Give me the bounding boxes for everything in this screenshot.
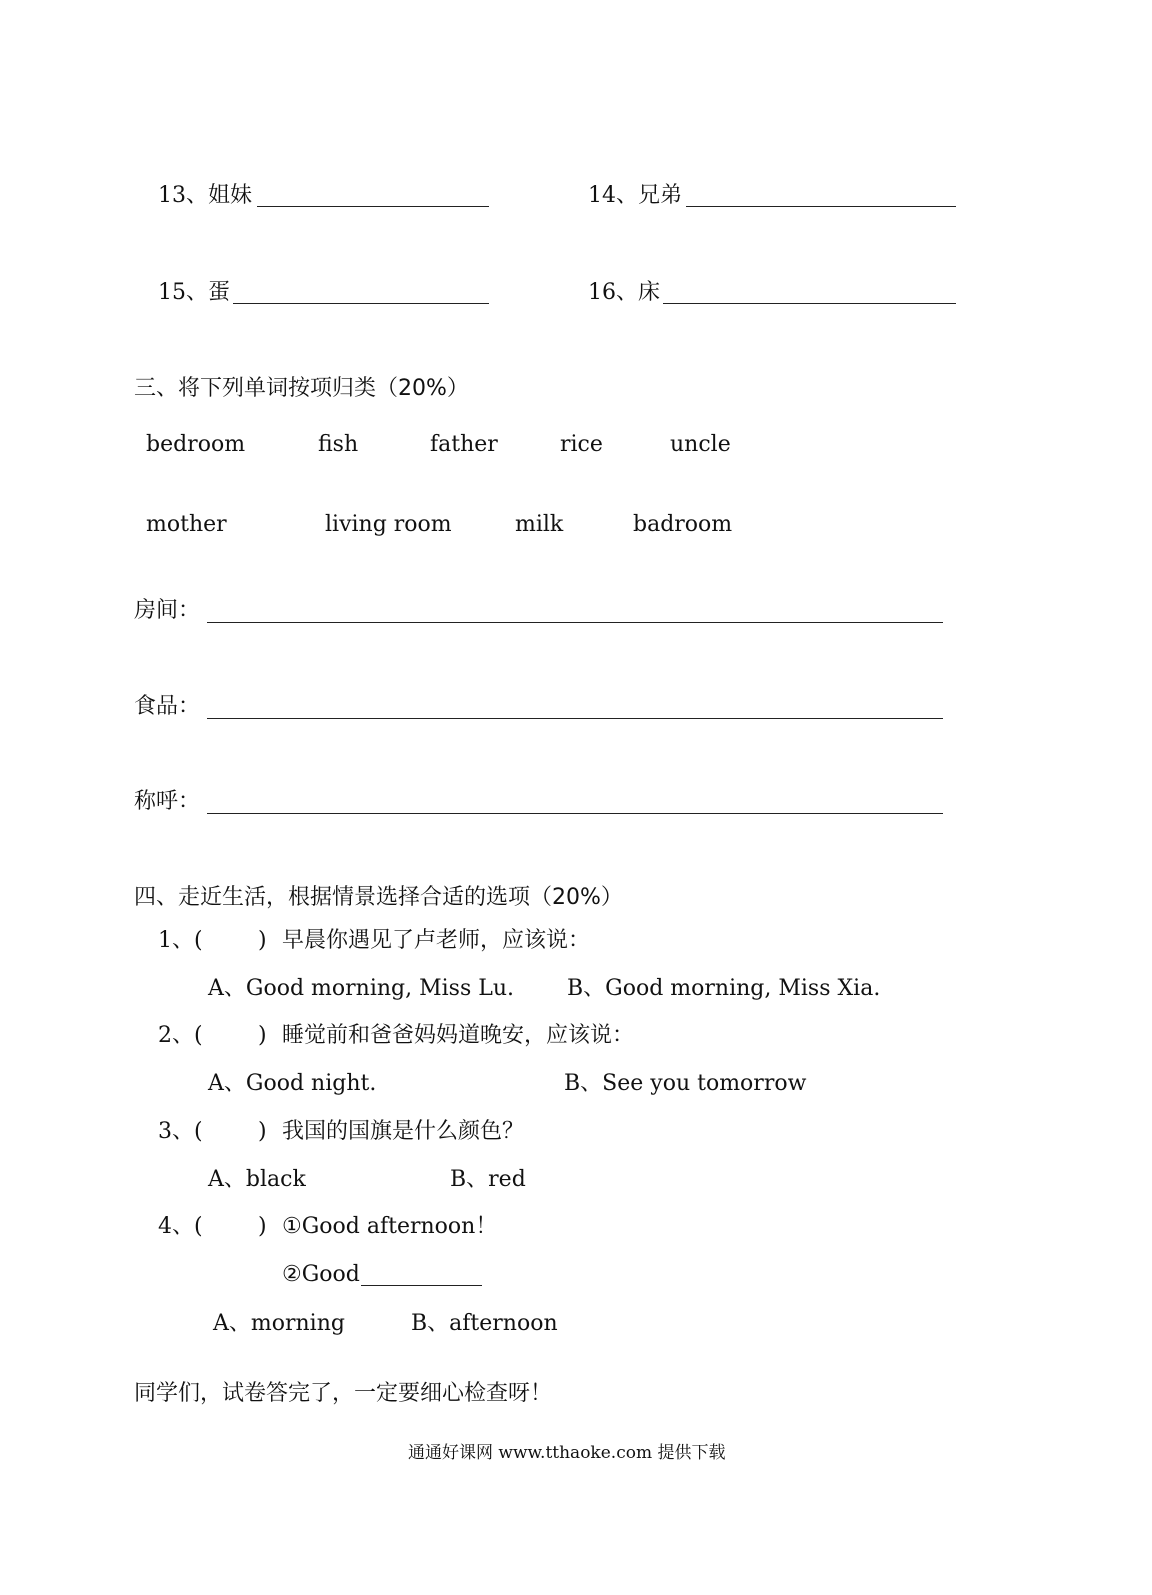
category-food-line[interactable] [207,698,943,719]
word-mother: mother [146,512,227,537]
question-3-close: ) [258,1119,267,1144]
question-4-line-2: ②Good [282,1262,360,1287]
question-2-option-b: B、See you tomorrow [564,1071,807,1096]
question-3-number: 3、( [158,1119,203,1144]
item-number: 13、 [158,183,208,208]
word-fish: fish [318,432,359,457]
item-13 [158,185,252,207]
question-4-close: ) [258,1214,267,1239]
item-word: 床 [638,280,661,305]
question-2-number: 2、( [158,1023,203,1048]
item-word: 姐妹 [208,183,253,208]
question-1-number: 1、( [158,928,203,953]
category-address-line[interactable] [207,793,943,814]
question-1-close: ) [258,928,267,953]
question-1-option-b: B、Good morning, Miss Xia. [567,976,881,1001]
question-4-option-b: B、afternoon [411,1311,558,1336]
question-3-option-a: A、black [208,1167,306,1192]
question-2-text: 睡觉前和爸爸妈妈道晚安，应该说： [282,1023,635,1048]
category-rooms-label: 房间： [134,598,201,623]
word-milk: milk [515,512,564,537]
answer-line-13[interactable] [257,186,489,207]
answer-line-15[interactable] [233,283,489,304]
word-badroom: badroom [633,512,733,537]
question-4-number: 4、( [158,1214,203,1239]
category-food-label: 食品： [134,694,201,719]
item-number: 14、 [588,183,638,208]
item-word: 兄弟 [638,183,683,208]
question-4-blank[interactable] [361,1265,482,1286]
answer-line-16[interactable] [663,283,956,304]
word-bedroom: bedroom [146,432,246,457]
item-number: 15、 [158,280,208,305]
question-2-close: ) [258,1023,267,1048]
section4-heading: 四、走近生活，根据情景选择合适的选项（20%） [134,885,623,910]
section3-heading: 三、将下列单词按项归类（20%） [134,376,469,401]
word-uncle: uncle [670,432,731,457]
closing-note: 同学们，试卷答完了，一定要细心检查呀！ [134,1381,553,1406]
item-word: 蛋 [208,280,231,305]
question-2-option-a: A、Good night. [208,1071,377,1096]
answer-line-14[interactable] [686,186,956,207]
item-14 [588,185,682,207]
question-4-line-1: ①Good afternoon！ [282,1214,498,1239]
category-rooms-line[interactable] [207,602,943,623]
word-father: father [430,432,498,457]
item-16 [588,282,660,304]
category-address-label: 称呼： [134,789,201,814]
page-footer: 通通好课网 www.tthaoke.com 提供下载 [408,1443,726,1463]
question-1-option-a: A、Good morning, Miss Lu. [208,976,515,1001]
item-number: 16、 [588,280,638,305]
item-15 [158,282,230,304]
word-living-room: living room [325,512,452,537]
question-4-option-a: A、morning [213,1311,345,1336]
word-rice: rice [560,432,603,457]
question-1-text: 早晨你遇见了卢老师，应该说： [282,928,591,953]
question-3-option-b: B、red [450,1167,526,1192]
question-3-text: 我国的国旗是什么颜色？ [282,1119,525,1144]
